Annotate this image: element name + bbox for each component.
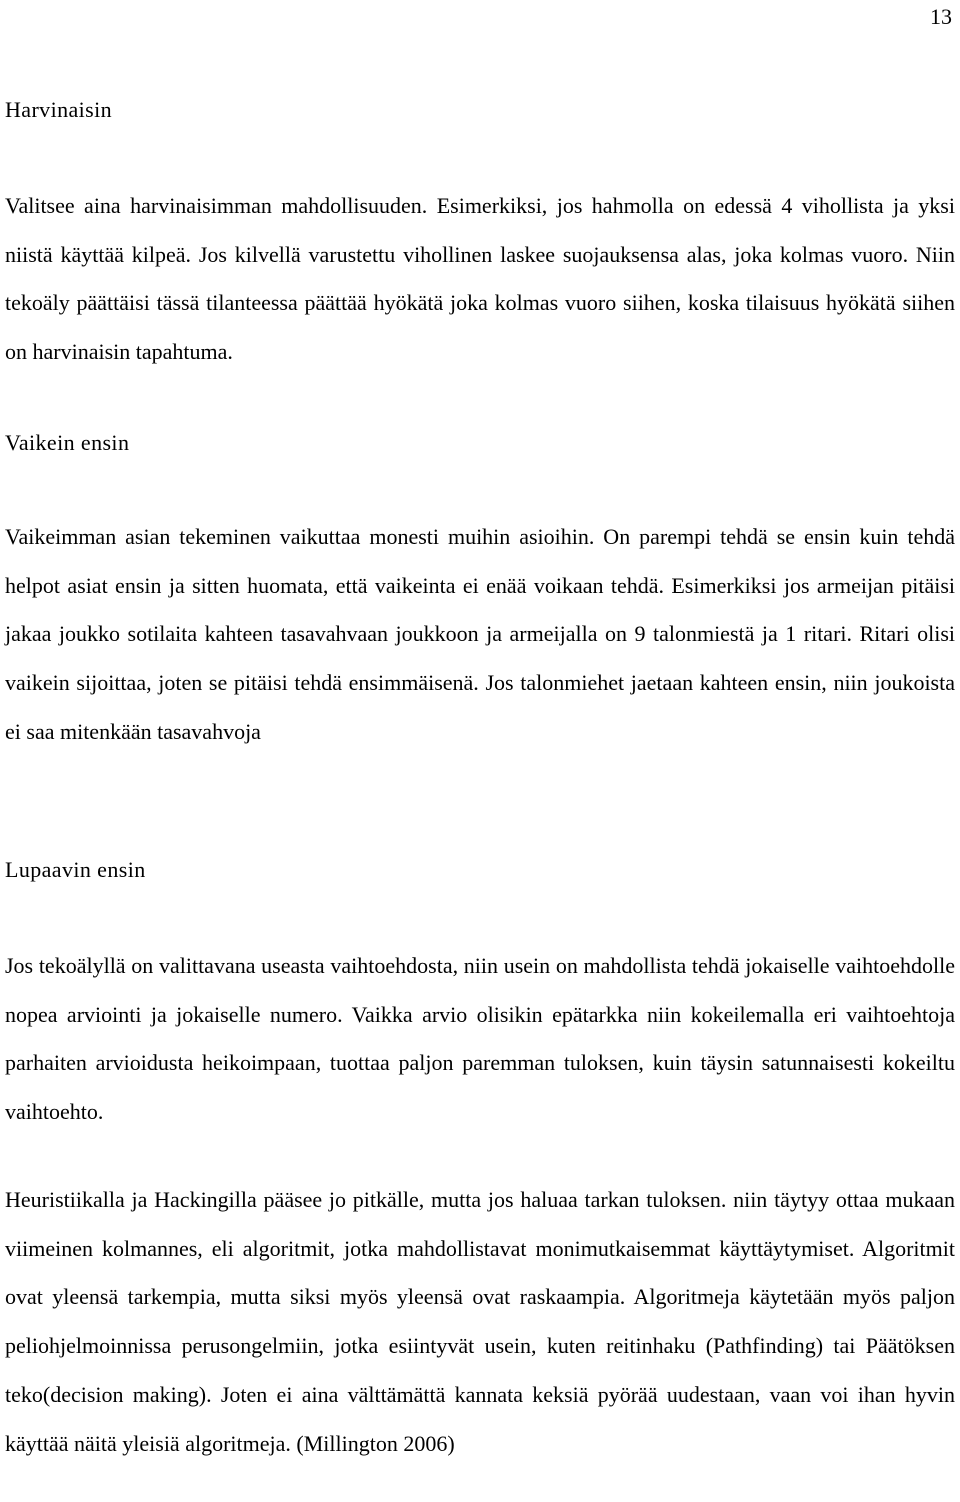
paragraph-algoritmit: Heuristiikalla ja Hackingilla pääsee jo pitkälle, mutta jos haluaa tarkan tuloksen. niin täytyy ottaa mukaan viimeinen kolmannes, eli algoritmit, jotka mahdollistavat monimutkaisemmat käyttäytymiset. Algoritmit ovat yleensä tarkempia, mutta siksi myös yleensä ovat raskaampia. Algoritmeja käytetään myös paljon peliohjelmoinnissa perusongelmiin, jotka esiintyvät usein, kuten reitinhaku (Pathfinding) tai Päätöksen teko(decision making). Joten ei aina välttämättä kannata keksiä pyörää uudestaan, vaan voi ihan hyvin käyttää näitä yleisiä algoritmeja. (Millington 2006) [5, 1187, 955, 1456]
heading-vaikein-ensin: Vaikein ensin [5, 430, 130, 455]
heading-harvinaisin: Harvinaisin [5, 97, 113, 122]
paragraph-harvinaisin: Valitsee aina harvinaisimman mahdollisuuden. Esimerkiksi, jos hahmolla on edessä 4 vihollista ja yksi niistä käyttää kilpeä. Jos kilvellä varustettu vihollinen laskee suojauksensa alas, joka kolmas vuoro. Niin tekoäly päättäisi tässä tilanteessa päättää hyökätä joka kolmas vuoro siihen, koska tilaisuus hyökätä siihen on harvinaisin tapahtuma. [5, 193, 955, 365]
paragraph-vaikein-ensin: Vaikeimman asian tekeminen vaikuttaa monesti muihin asioihin. On parempi tehdä se ensin kuin tehdä helpot asiat ensin ja sitten huomata, että vaikeinta ei enää voikaan tehdä. Esimerkiksi jos armeijan pitäisi jakaa joukko sotilaita kahteen tasavahvaan joukkoon ja armeijalla on 9 talonmiestä ja 1 ritari. Ritari olisi vaikein sijoittaa, joten se pitäisi tehdä ensimmäisenä. Jos talonmiehet jaetaan kahteen ensin, niin joukoista ei saa mitenkään tasavahvoja [5, 524, 955, 744]
page-number: 13 [930, 4, 952, 29]
paragraph-lupaavin-ensin: Jos tekoälyllä on valittavana useasta vaihtoehdosta, niin usein on mahdollista tehdä jokaiselle vaihtoehdolle nopea arviointi ja jokaiselle numero. Vaikka arvio olisikin epätarkka niin kokeilemalla eri vaihtoehtoja parhaiten arvioidusta heikoimpaan, tuottaa paljon paremman tuloksen, kuin täysin satunnaisesti kokeiltu vaihtoehto. [5, 953, 955, 1125]
heading-lupaavin-ensin: Lupaavin ensin [5, 857, 146, 882]
